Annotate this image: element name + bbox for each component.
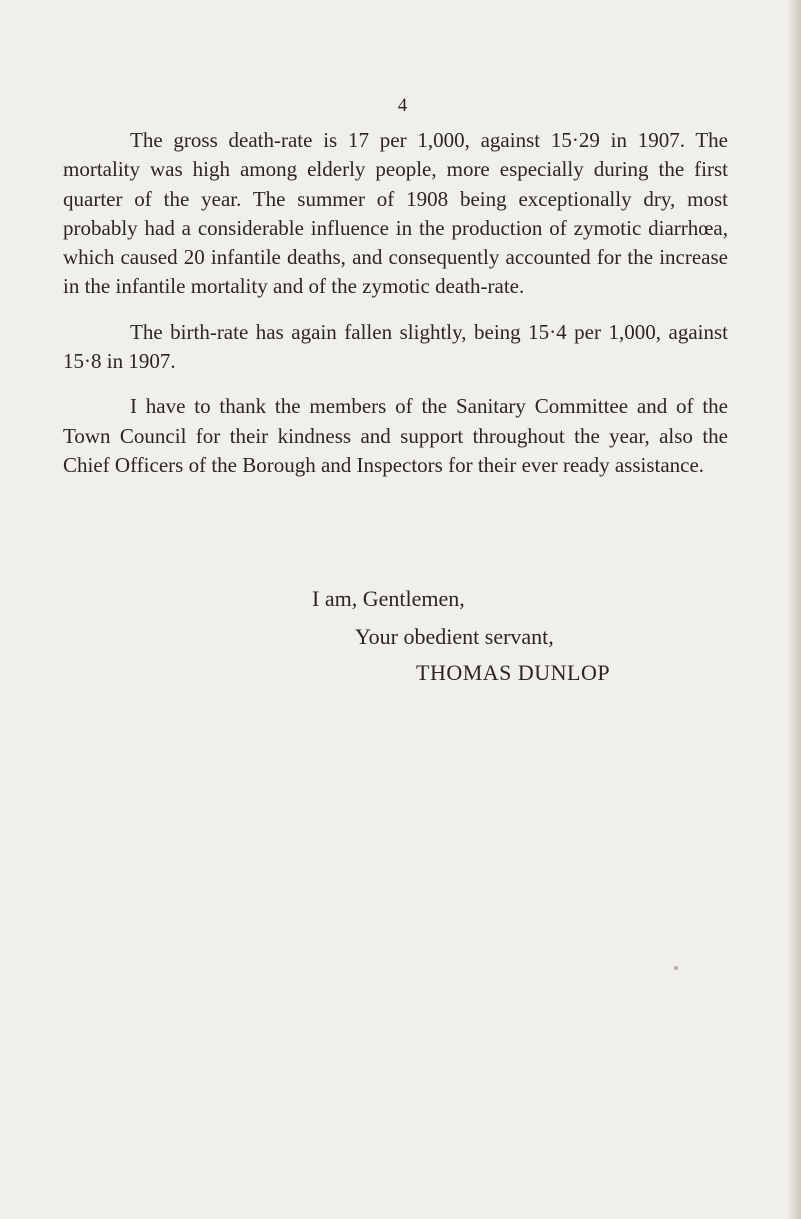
closing-valediction: Your obedient servant, (355, 624, 554, 649)
page-number: 4 (397, 95, 408, 116)
paragraph-death-rate: The gross death-rate is 17 per 1,000, against 15·29 in 1907. The mortality was high among elderly people, more especially during the first quarter of the year. The summer of 1908 being exceptionally dry, most probably had a considerable influence in the production of zymotic diarrhœa, which caused 20 infantile deaths, and consequently accounted for the increase in the infantile mortality and of the zymotic death-rate. (63, 128, 728, 299)
paragraph-birth-rate: The birth-rate has again fallen slightly, being 15·4 per 1,000, against 15·8 in 1907. (63, 319, 728, 374)
signature-name: THOMAS DUNLOP (416, 660, 611, 685)
report-body (63, 126, 728, 480)
closing-salutation: I am, Gentlemen, (312, 586, 465, 611)
paragraph-acknowledgements: I have to thank the members of the Sanitary Committee and of the Town Council for their kindness and support throughout the year, also the Chief Officers of the Borough and Inspectors for their ever ready assistance. (63, 394, 728, 477)
page-edge-shadow (787, 0, 801, 1219)
paper-speck (674, 966, 678, 970)
